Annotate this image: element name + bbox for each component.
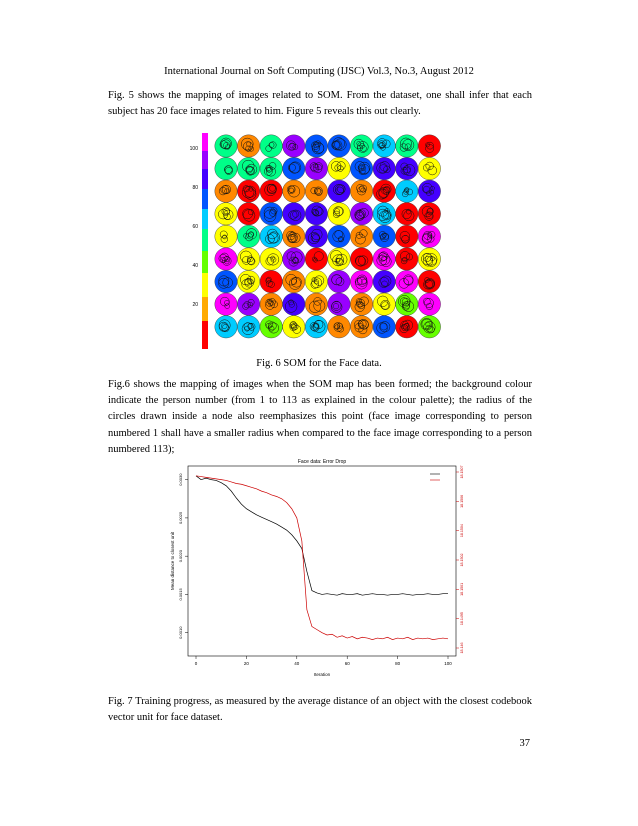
x-tick-label: 0 (194, 661, 198, 666)
x-tick-label: 100 (444, 661, 452, 666)
som-node (350, 248, 372, 270)
som-node (260, 270, 282, 292)
som-node (350, 293, 372, 315)
som-node (305, 270, 327, 292)
palette-band (202, 209, 208, 229)
som-node (215, 225, 237, 247)
y-right-tick-label: 18.1502 (460, 553, 464, 567)
y-right-tick-label: 18.1504 (460, 524, 464, 538)
som-node (305, 316, 327, 338)
x-axis-label: Iteration (313, 672, 331, 677)
chart-legend (430, 474, 440, 480)
som-figure (188, 133, 458, 349)
som-node (350, 316, 372, 338)
som-node (328, 135, 350, 157)
som-node (328, 203, 350, 225)
som-node (328, 270, 350, 292)
x-axis-ticks (195, 656, 453, 666)
y-axis-left-ticks (178, 473, 188, 639)
som-node (350, 203, 372, 225)
x-tick-label: 60 (344, 661, 350, 666)
som-node-grid (215, 135, 441, 338)
som-node (373, 270, 395, 292)
palette-tick: 100 (189, 146, 198, 152)
som-node (305, 293, 327, 315)
palette-band (202, 133, 208, 151)
chart-title: Face data: Error Drop (297, 459, 347, 465)
palette-band (202, 189, 208, 209)
som-node (373, 316, 395, 338)
som-node (283, 203, 305, 225)
som-node (350, 225, 372, 247)
error-series (196, 476, 448, 640)
som-node (418, 270, 440, 292)
journal-header: International Journal on Soft Computing (IJSC) Vol.3, No.3, August 2012 (164, 66, 474, 77)
y-right-tick-label: 18.1507 (460, 465, 464, 479)
palette-band (202, 273, 208, 297)
som-node (215, 316, 237, 338)
som-node (260, 293, 282, 315)
y-tick-label: 0.0015 (178, 588, 183, 601)
palette-band (202, 169, 208, 189)
som-node (215, 248, 237, 270)
error-drop-chart (168, 456, 470, 688)
paragraph-fig6: Fig.6 shows the mapping of images when the SOM map has been formed; the background colour indicate the person number (from 1 to 113 as explained in the colour palette); the radius of the circles drawn inside a node also reemphasizes this point (face image corresponding to person numbered 1 shall have a smaller radius when compared to the face image corresponding to a person numbered 113); (108, 379, 532, 455)
y-right-tick-label: 18.1501 (460, 582, 464, 596)
palette-tick: 20 (192, 302, 198, 308)
palette-tick: 60 (192, 224, 198, 230)
page-number: 37 (519, 738, 530, 749)
som-node (215, 180, 237, 202)
som-node (260, 225, 282, 247)
som-node (283, 180, 305, 202)
som-node (305, 180, 327, 202)
som-node (283, 248, 305, 270)
x-tick-label: 20 (243, 661, 249, 666)
x-tick-label: 80 (395, 661, 401, 666)
som-node (373, 248, 395, 270)
som-node (283, 135, 305, 157)
som-node (373, 157, 395, 179)
y-tick-label: 0.0030 (178, 473, 183, 486)
palette-tick: 40 (192, 263, 198, 269)
som-node (418, 157, 440, 179)
palette-band (202, 251, 208, 273)
fig6-caption: Fig. 6 SOM for the Face data. (256, 358, 382, 369)
som-node (283, 157, 305, 179)
y-axis-label: Mean distance to closest unit (170, 531, 175, 591)
som-node (396, 225, 418, 247)
y-tick-label: 0.0010 (178, 626, 183, 639)
som-node (328, 225, 350, 247)
plot-frame (188, 466, 456, 656)
palette-band (202, 229, 208, 251)
y-tick-label: 0.0020 (178, 550, 183, 563)
x-tick-label: 40 (294, 661, 300, 666)
som-node (215, 270, 237, 292)
y-right-tick-label: 18.146 (460, 642, 464, 654)
paragraph-fig5: Fig. 5 shows the mapping of images related to SOM. From the dataset, one shall infer that each subject has 20 face images related to him. Figure 5 reveals this out clearly. (108, 90, 532, 118)
palette-band (202, 321, 208, 349)
som-node (328, 316, 350, 338)
y-right-tick-label: 18.1495 (460, 612, 464, 626)
som-node (396, 203, 418, 225)
som-node (237, 157, 259, 179)
som-node (373, 225, 395, 247)
palette-tick: 80 (192, 185, 198, 191)
som-node (328, 157, 350, 179)
som-node (396, 270, 418, 292)
som-node (260, 135, 282, 157)
palette-band (202, 297, 208, 321)
som-node (396, 316, 418, 338)
som-node (350, 180, 372, 202)
som-node (418, 225, 440, 247)
som-node (328, 180, 350, 202)
palette-band (202, 151, 208, 169)
colour-palette (190, 133, 208, 349)
series-line (196, 476, 448, 640)
series-line (196, 476, 448, 595)
y-right-tick-label: 18.1506 (460, 494, 464, 508)
y-tick-label: 0.0025 (178, 511, 183, 525)
fig7-caption: Fig. 7 Training progress, as measured by the average distance of an object with the closest codebook vector unit for face dataset. (108, 696, 532, 724)
y-axis-right-ticks (456, 466, 464, 654)
som-node (418, 203, 440, 225)
